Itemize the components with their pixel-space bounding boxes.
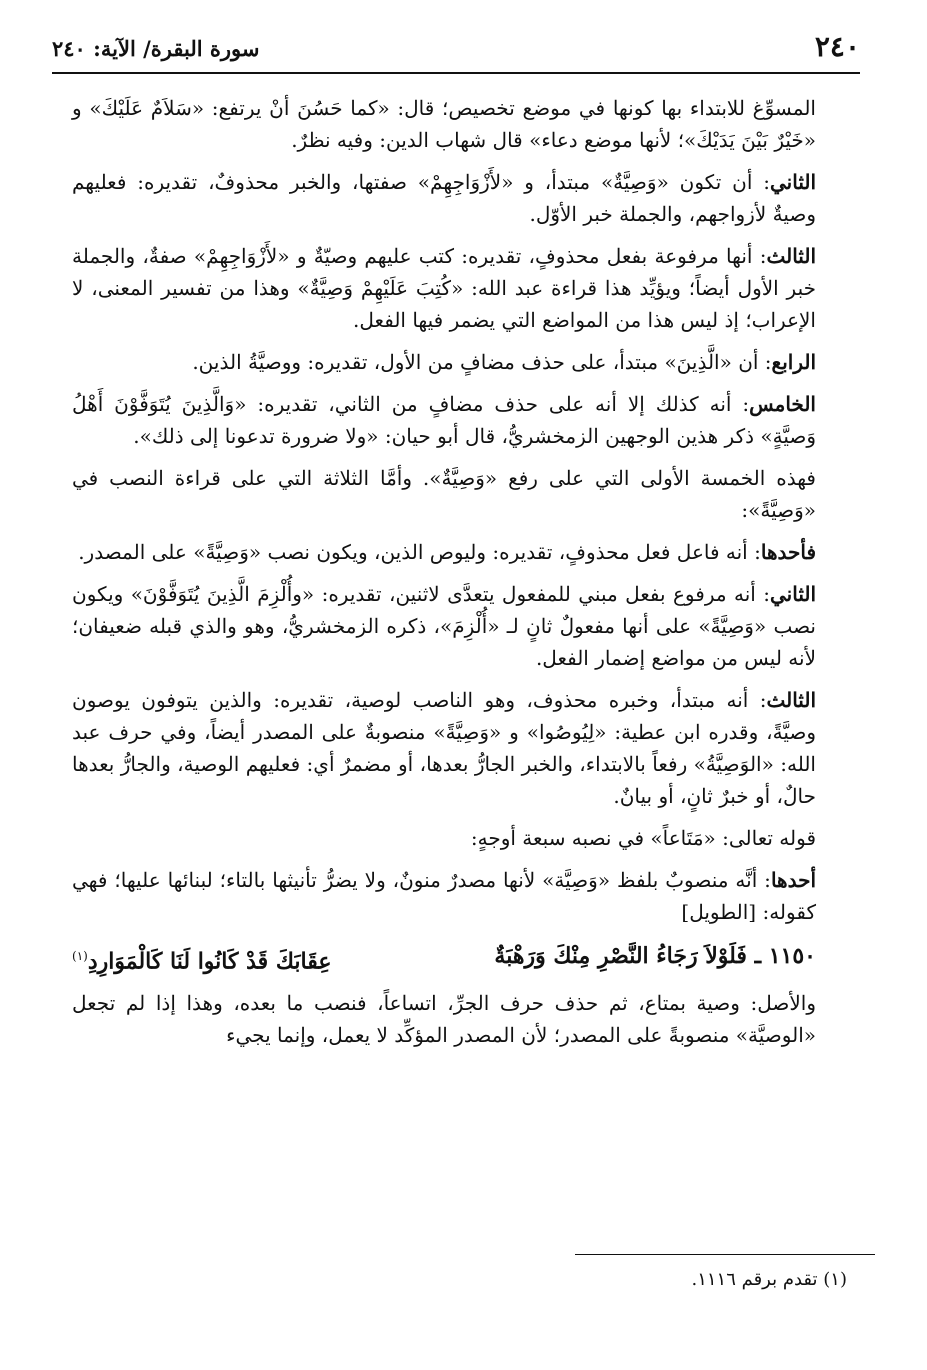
paragraph: فهذه الخمسة الأولى التي على رفع «وَصِيَّةٌ». وأمَّا الثلاثة التي على قراءة النصب في «وَصِيَّةً»: <box>72 466 816 522</box>
paragraph: قوله تعالى: «مَتَاعاً» في نصبه سبعة أوجهٍ: <box>470 826 816 850</box>
paragraph: الثاني: أن تكون «وَصِيَّةٌ» مبتدأ، و «لأَزْوَاجِهِمْ» صفتها، والخبر محذوفٌ، تقديره: فعليهم وصيةٌ لأزواجهم، والجملة خبر الأوّل. <box>72 170 816 226</box>
footnote-marker: (١) <box>72 949 88 963</box>
paragraph: الثالث: أنه مبتدأ، وخبره محذوف، وهو الناصب لوصية، تقديره: والذين يتوفون يوصون وصيَّةً، وقدره ابن عطية: «لِيُوصُوا» و «وَصِيَّةً» منصوبةٌ على المصدر أيضاً، وفي حرف عبد الله: «الوَصِيَّةُ» رفعاً بالابتداء، والخبر الجارُّ بعدها، أو مضمرٌ أي: فعليهم الوصية، والجارُّ بعدها حالٌ، أو خبرٌ ثانٍ، أو بيانٌ. <box>72 688 816 808</box>
running-title: سورة البقرة/ الآية: ٢٤٠ <box>52 36 260 61</box>
verse-number: ١١٥٠ ـ <box>754 943 816 969</box>
verse-second-hemistich: عِقَابَكَ قَدْ كَانُوا لَنَا كَالْمَوَارِدِ$^{(١)}$ <box>72 948 332 975</box>
footnote: (١) تقدم برقم ١١١٦. <box>691 1269 847 1290</box>
paragraph: فأحدها: أنه فاعل فعل محذوفٍ، تقديره: وليوص الذين، ويكون نصب «وَصِيَّةً» على المصدر. <box>78 540 816 564</box>
footnote-divider <box>575 1254 875 1255</box>
paragraph: الرابع: أن «الَّذِينَ» مبتدأ، على حذف مضافٍ من الأول، تقديره: ووصيَّةُ الذين. <box>192 350 816 374</box>
paragraph: المسوِّغ للابتداء بها كونها في موضع تخصيص؛ قال: «كما حَسُنَ أنْ يرتفع: «سَلاَمٌ عَلَيْكَ» و «خَيْرٌ بَيْنَ يَدَيْكَ»؛ لأنها موضع دعاء» قال شهاب الدين: وفيه نظرٌ. <box>72 96 816 152</box>
page-header <box>52 28 860 74</box>
paragraph: الخامس: أنه كذلك إلا أنه على حذف مضافٍ من الثاني، تقديره: «وَالَّذِينَ يُتَوَفَّوْنَ أَهْلُ وَصيَّةٍ» ذكر هذين الوجهين الزمخشريُّ، قال أبو حيان: «ولا ضرورة تدعونا إلى ذلك». <box>72 392 816 448</box>
poetry-verse <box>72 938 816 979</box>
page-number: ٢٤٠ <box>814 30 860 63</box>
verse-first-hemistich: ١١٥٠ ـ فَلَوْلاَ رَجَاءُ النَّصْرِ مِنْكَ وَرَهْبَةٌ <box>494 943 816 969</box>
main-text <box>72 92 816 1061</box>
paragraph: الثاني: أنه مرفوع بفعل مبني للمفعول يتعدَّى لاثنين، تقديره: «وأُلْزِمَ الَّذِينَ يُتَوَفَّوْنَ» ويكون نصب «وَصِيَّةً» على أنها مفعولٌ ثانٍ لـ «أُلْزِمَ»، ذكره الزمخشريُّ، وهو والذي قبله ضعيفان؛ لأنه ليس من مواضع إضمار الفعل. <box>72 582 816 670</box>
paragraph: والأصل: وصية بمتاع، ثم حذف حرف الجرِّ، اتساعاً، فنصب ما بعده، وهذا إذا لم تجعل «الوصيَّة» منصوبةً على المصدر؛ لأن المصدر المؤكِّد لا يعمل، وإنما يجيء <box>72 991 816 1048</box>
paragraph: الثالث: أنها مرفوعة بفعل محذوفٍ، تقديره: كتب عليهم وصيّةٌ و «لأَزْوَاجِهِمْ» صفةٌ، والجملة خبر الأول أيضاً؛ ويؤيِّد هذا قراءة عبد الله: «كُتِبَ عَلَيْهِمْ وَصِيَّةٌ» وهذا من تفسير المعنى، لا الإعراب؛ إذ ليس هذا من المواضع التي يضمر فيها الفعل. <box>72 244 816 332</box>
paragraph: أحدها: أنَّه منصوبٌ بلفظ «وَصِيَّة» لأنها مصدرٌ منونٌ، ولا يضرُّ تأنيثها بالتاء؛ لبنائها عليها؛ فهي كقوله: [الطويل] <box>72 868 816 924</box>
